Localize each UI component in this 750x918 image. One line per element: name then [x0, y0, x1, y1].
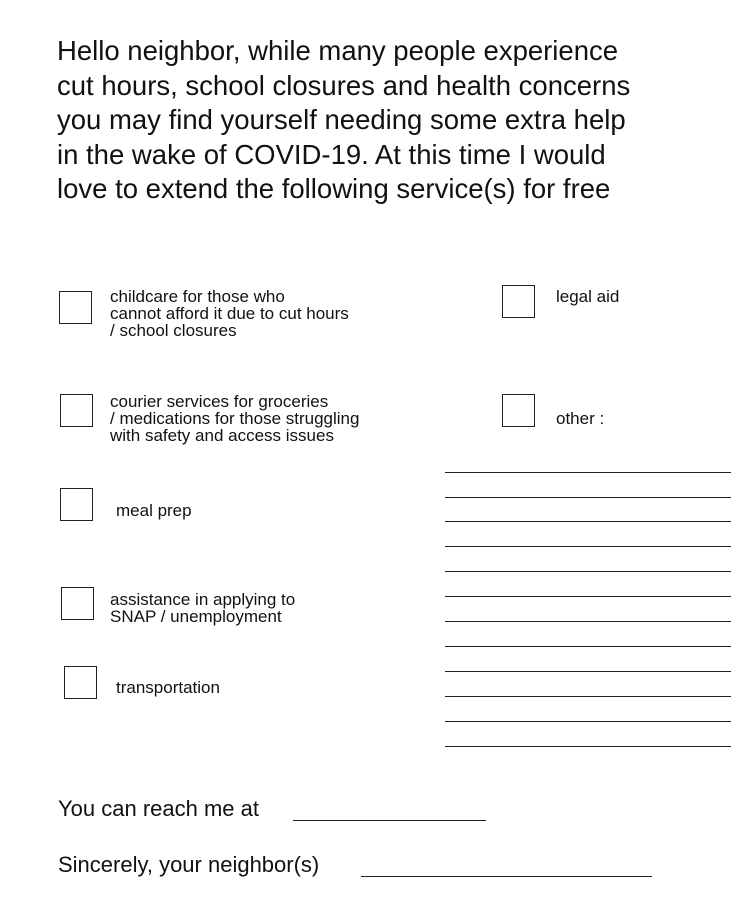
signoff-label: Sincerely, your neighbor(s)	[58, 852, 320, 877]
label-line: / medications for those struggling	[110, 409, 360, 428]
intro-line: Hello neighbor, while many people experience	[57, 35, 619, 66]
intro-line: in the wake of COVID-19. At this time I would	[57, 138, 606, 170]
signature-blank[interactable]	[361, 876, 652, 877]
label-line: courier services for groceries	[110, 392, 329, 411]
label-line: meal prep	[116, 501, 192, 520]
writing-line[interactable]	[445, 571, 731, 572]
writing-line[interactable]	[445, 621, 731, 622]
writing-line[interactable]	[445, 696, 731, 697]
other-label	[556, 410, 604, 427]
writing-line[interactable]	[445, 472, 731, 473]
label-line: / school closures	[110, 321, 237, 340]
courier-checkbox[interactable]	[60, 394, 93, 427]
childcare-label	[110, 288, 349, 339]
writing-line[interactable]	[445, 521, 731, 522]
writing-line[interactable]	[445, 546, 731, 547]
label-line: with safety and access issues	[110, 426, 334, 445]
contact-blank[interactable]	[293, 820, 486, 821]
label-line: transportation	[116, 678, 220, 697]
label-line: other :	[556, 409, 605, 428]
meal-prep-checkbox[interactable]	[60, 488, 93, 521]
legal-aid-label	[556, 288, 619, 305]
other-checkbox[interactable]	[502, 394, 535, 427]
meal-prep-label	[116, 502, 192, 519]
legal-aid-checkbox[interactable]	[502, 285, 535, 318]
courier-label	[110, 393, 359, 444]
label-line: legal aid	[556, 287, 620, 306]
childcare-checkbox[interactable]	[59, 291, 92, 324]
writing-line[interactable]	[445, 671, 731, 672]
writing-line[interactable]	[445, 746, 731, 747]
label-line: cannot afford it due to cut hours	[110, 304, 349, 323]
writing-line[interactable]	[445, 596, 731, 597]
label-line: assistance in applying to	[110, 590, 296, 609]
intro-line: cut hours, school closures and health concerns	[57, 69, 631, 101]
writing-line[interactable]	[445, 721, 731, 722]
writing-line[interactable]	[445, 646, 731, 647]
intro-line: you may find yourself needing some extra help	[57, 104, 626, 135]
label-line: childcare for those who	[110, 287, 285, 306]
intro-line: love to extend the following service(s) for free	[57, 173, 611, 204]
transportation-label	[116, 679, 220, 696]
snap-label	[110, 591, 295, 625]
reach-me-label: You can reach me at	[58, 796, 259, 821]
intro-message	[57, 34, 717, 207]
snap-checkbox[interactable]	[61, 587, 94, 620]
label-line: SNAP / unemployment	[110, 607, 282, 626]
transportation-checkbox[interactable]	[64, 666, 97, 699]
writing-line[interactable]	[445, 497, 731, 498]
